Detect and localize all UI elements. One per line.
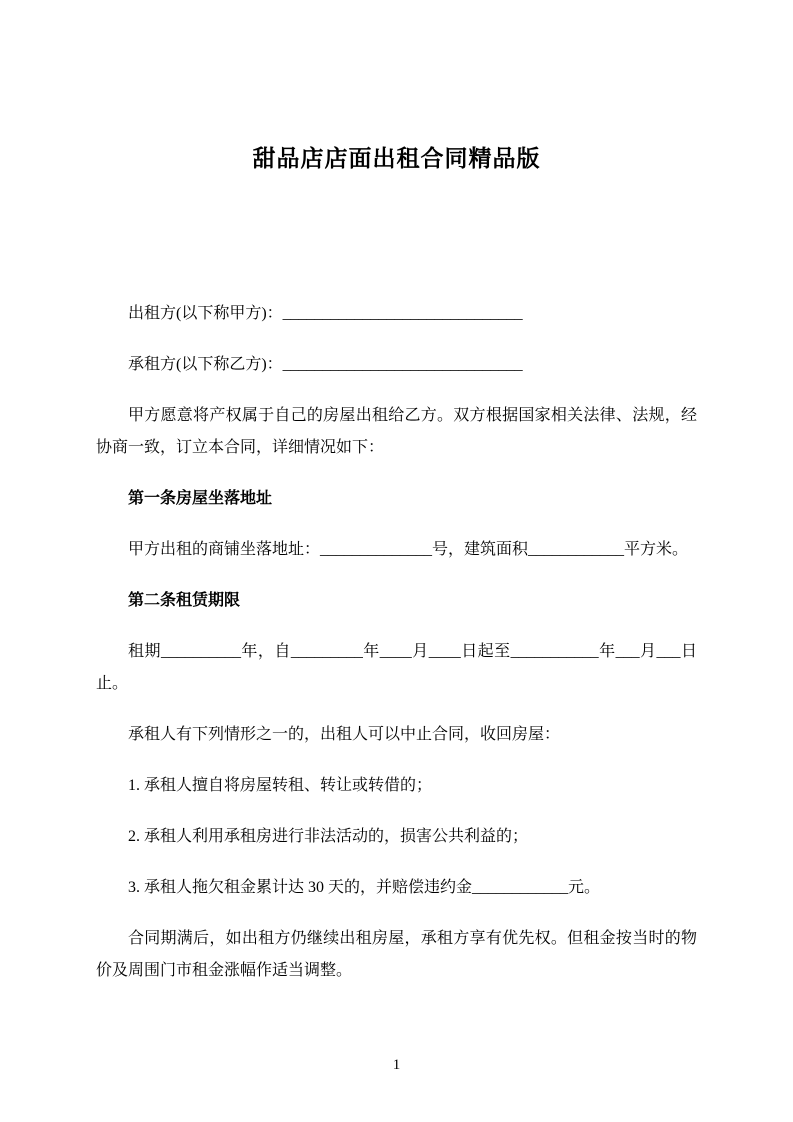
lease-term-line: 租期__________年，自_________年____月____日起至___________年___月___日止。 [96,643,697,692]
page-number: 1 [392,1057,401,1073]
intro-paragraph: 甲方愿意将产权属于自己的房屋出租给乙方。双方根据国家相关法律、法规，经协商一致，订立本合同，详细情况如下： [96,407,697,456]
lessor-line: 出租方(以下称甲方)：______________________________ [128,305,523,322]
clause-1-address-line: 甲方出租的商铺坐落地址：______________号，建筑面积____________平方米。 [128,541,689,558]
termination-intro: 承租人有下列情形之一的，出租人可以中止合同，收回房屋： [128,726,561,743]
termination-item-1: 1. 承租人擅自将房屋转租、转让或转借的； [128,777,433,794]
priority-paragraph: 合同期满后，如出租方仍继续出租房屋，承租方享有优先权。但租金按当时的物价及周围门市租金涨幅作适当调整。 [96,930,697,979]
document-title: 甜品店店面出租合同精品版 [252,146,541,171]
termination-item-3: 3. 承租人拖欠租金累计达 30 天的，并赔偿违约金____________元。 [128,879,601,896]
clause-2-heading: 第二条租赁期限 [128,592,241,609]
termination-item-2: 2. 承租人利用承租房进行非法活动的，损害公共利益的； [128,828,529,845]
lessee-line: 承租方(以下称乙方)：______________________________ [128,356,523,373]
clause-1-heading: 第一条房屋坐落地址 [128,490,273,507]
